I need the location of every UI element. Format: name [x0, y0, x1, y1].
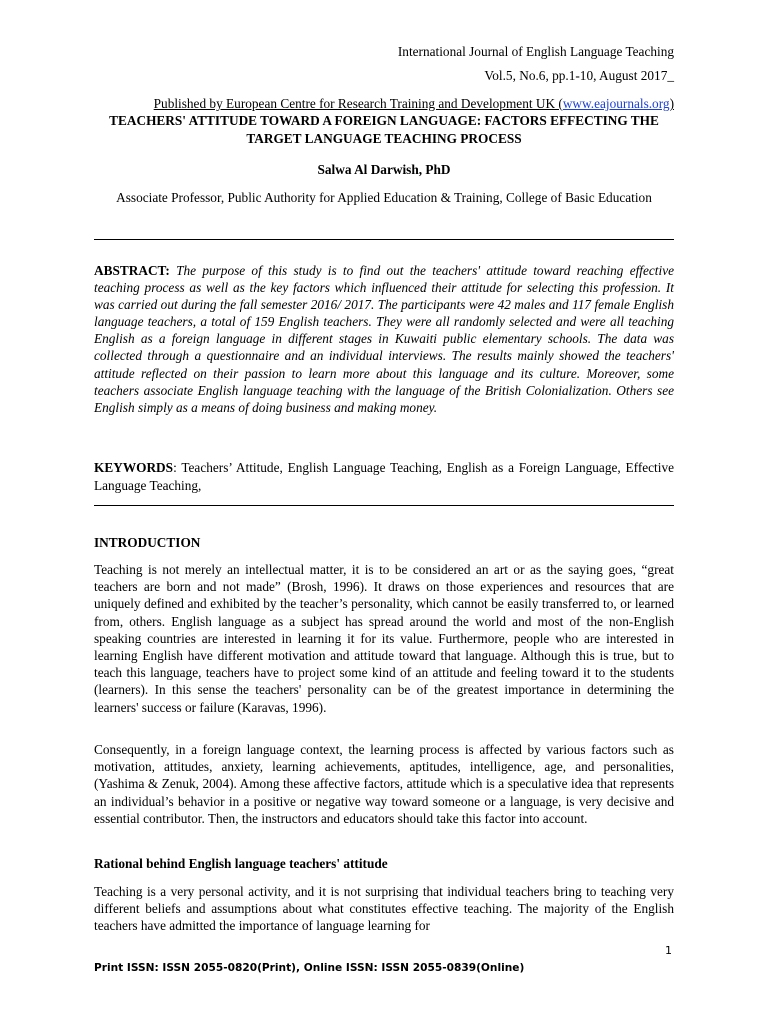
rational-heading: Rational behind English language teachers' attitude — [94, 856, 388, 871]
journal-header — [74, 40, 674, 116]
journal-name: International Journal of English Language Teaching — [397, 44, 674, 59]
keywords-label: KEYWORDS — [94, 460, 174, 475]
abstract-bottom-rule — [94, 505, 674, 506]
rational-paragraph-1: Teaching is a very personal activity, and it is not surprising that individual teachers bring to teaching very different beliefs and assumptions about what constitutes effective teaching. The majority of the English teachers have admitted the importance of language learning for — [94, 884, 674, 934]
keywords-text: : Teachers’ Attitude, English Language Teaching, English as a Foreign Language, Effective Language Teaching, — [94, 460, 674, 493]
publisher-suffix: ) — [669, 96, 674, 111]
issn-footer: Print ISSN: ISSN 2055-0820(Print), Online ISSN: ISSN 2055-0839(Online) — [94, 962, 525, 974]
page-number: 1 — [665, 944, 672, 957]
introduction-paragraph-2: Consequently, in a foreign language context, the learning process is affected by various factors such as motivation, attitudes, anxiety, learning achievements, aptitudes, intelligence, age, and personalities, (Yashima & Zenuk, 2004). Among these affective factors, attitude which is a speculative idea that represents an individual’s behavior in a positive or negative way toward someone or a language, is very decisive and essential contributor. Then, the instructors and educators should take this factor into account. — [94, 742, 674, 826]
article-title: TEACHERS' ATTITUDE TOWARD A FOREIGN LANGUAGE: FACTORS EFFECTING THE TARGET LANGUAGE TEACHING PROCESS — [109, 113, 659, 146]
journal-volume: Vol.5, No.6, pp.1-10, August 2017_ — [484, 68, 674, 83]
publisher-website-link[interactable]: www.eajournals.org — [562, 96, 670, 111]
publisher-prefix: Published by European Centre for Research Training and Development UK ( — [153, 96, 563, 111]
keywords-block — [94, 459, 674, 494]
author-affiliation: Associate Professor, Public Authority for Applied Education & Training, College of Basic Education — [116, 190, 652, 205]
abstract-top-rule — [94, 239, 674, 240]
article-author: Salwa Al Darwish, PhD — [317, 162, 451, 177]
abstract-block — [94, 262, 674, 416]
abstract-text: The purpose of this study is to find out the teachers' attitude toward reaching effective teaching process as well as the key factors which influenced their attitude for selecting this profession. It was carried out during the fall semester 2016/ 2017. The participants were 42 males and 117 female English language teachers, a total of 159 English teachers. They were all randomly selected and were all teaching English as a foreign language in different stages in Kuwaiti public elementary schools. The data was collected through a questionnaire and an individual interviews. The results mainly showed the teachers' attitude reflected on their passion to learn more about this language and its culture. Moreover, some teachers associate English language teaching with the language of the British Colonialization. Others see English simply as a means of doing business and making money. — [94, 263, 674, 415]
introduction-heading: INTRODUCTION — [94, 535, 201, 550]
introduction-paragraph-1: Teaching is not merely an intellectual matter, it is to be considered an art or as the saying goes, “great teachers are born and not made” (Brosh, 1996). It draws on those experiences and resources that are uniquely defined and exhibited by the teacher’s personality, which cannot be easily transferred to, or learned from, others. English language as a subject has spread around the world and most of the non-English speaking countries are interested in learning it for its value. Furthermore, people who are interested in learning English have different motivation and attitude toward that language. Although this is true, but to teach this language, teachers have to project some kind of an attitude and feeling toward it to the students (learners). In this sense the teachers' personality can be of the greatest importance in determining the learners' success or failure (Karavas, 1996). — [94, 562, 674, 715]
abstract-label: ABSTRACT: — [94, 263, 170, 278]
